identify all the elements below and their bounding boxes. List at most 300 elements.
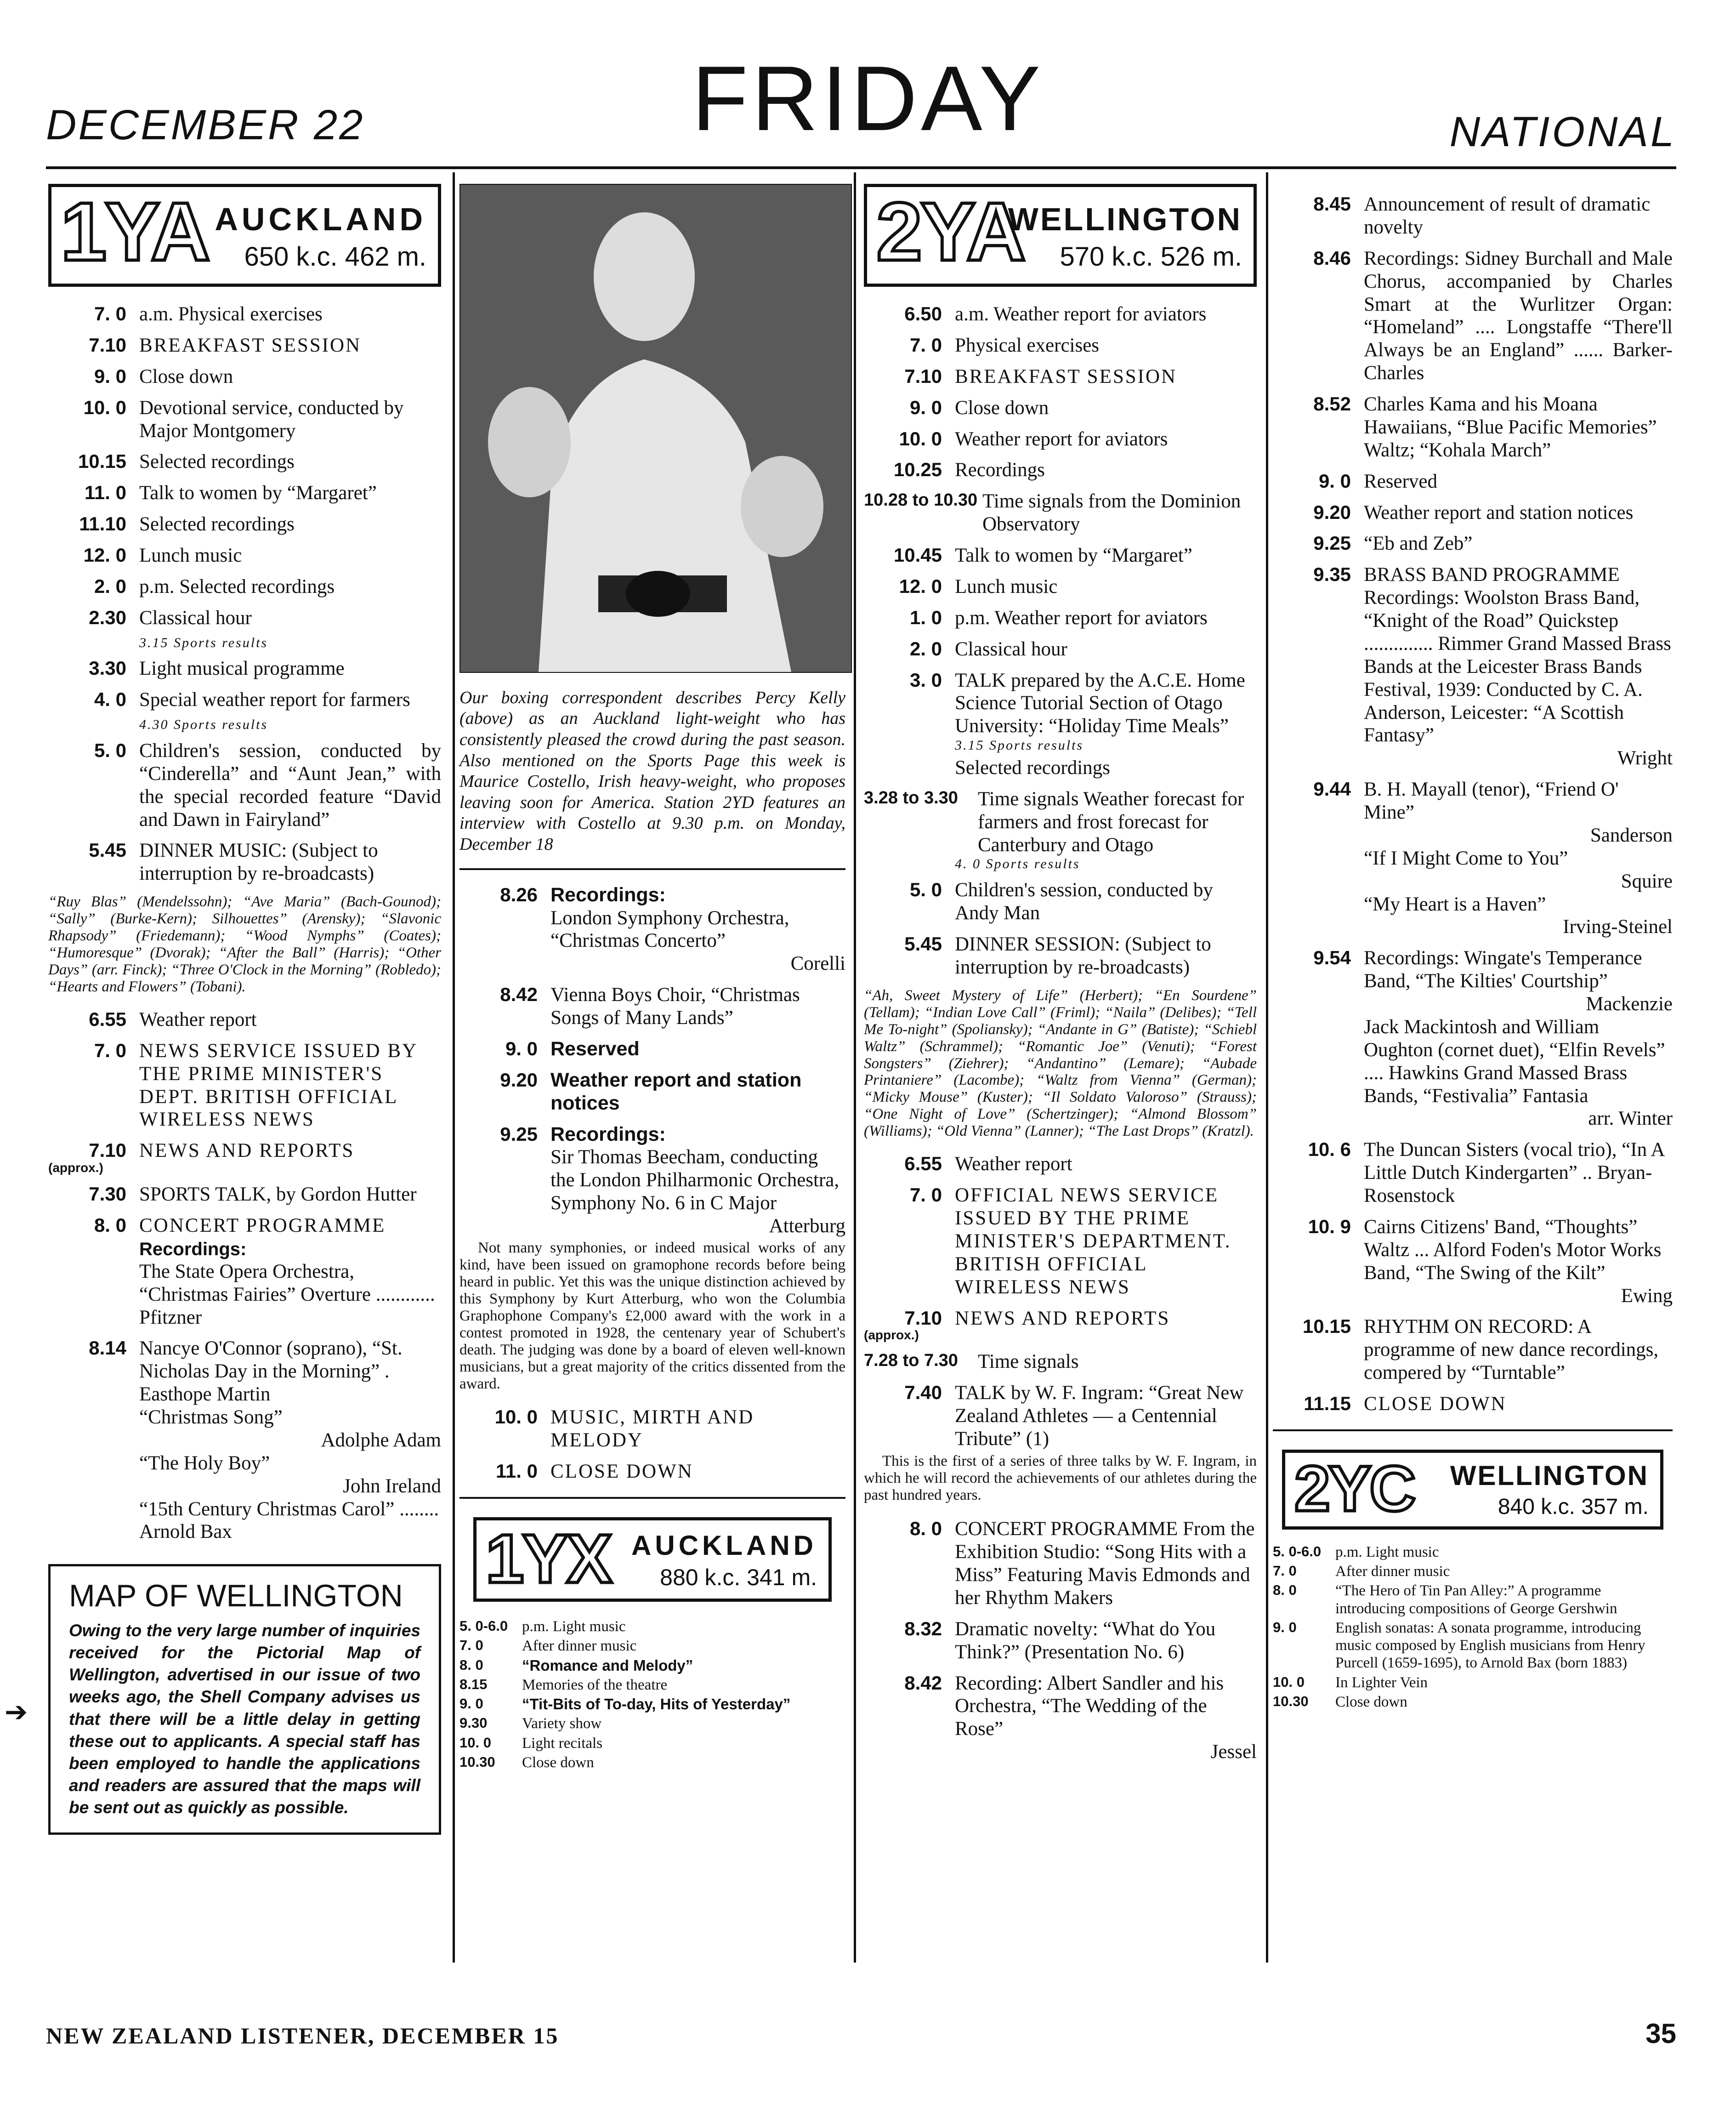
page-number: 35 xyxy=(1645,2018,1676,2049)
programme-time: 10.25 xyxy=(893,459,942,481)
programme-time: 10.30 xyxy=(1273,1693,1309,1709)
programme-description: Nancye O'Connor (soprano), “St. Nicholas Day in the Morning” . Easthope Martin xyxy=(139,1337,403,1405)
recording-description: Jack Mackintosh and William Oughton (cornet duet), “Elfin Revels” .... Hawkins Grand Massed Brass Bands, “Festivalia” Fantasia xyxy=(1364,1016,1665,1107)
programme-item xyxy=(1273,947,1673,993)
margin-arrow-icon: ➔ xyxy=(5,1697,28,1727)
programme-item xyxy=(460,1696,845,1713)
programme-time: 8.26 xyxy=(500,883,538,905)
programme-item xyxy=(1273,1563,1673,1580)
programme-item xyxy=(1273,1393,1673,1416)
programme-item xyxy=(864,1518,1257,1610)
programme-time: 3.28 to 3.30 xyxy=(864,788,958,808)
station-header-2yc xyxy=(1282,1450,1663,1530)
header-date: DECEMBER 22 xyxy=(46,102,365,148)
programme-description: B. H. Mayall (tenor), “Friend O' Mine” xyxy=(1364,779,1619,823)
programme-description: Talk to women by “Margaret” xyxy=(139,482,377,504)
programme-item xyxy=(1273,563,1673,747)
programme-time: 7. 0 xyxy=(94,303,126,324)
approx-note: (approx.) xyxy=(864,1328,919,1343)
programme-description: p.m. Light music xyxy=(1335,1543,1439,1560)
programme-item xyxy=(460,1460,845,1483)
programme-time: 8. 0 xyxy=(460,1656,483,1673)
programme-description: Classical hour xyxy=(955,638,1067,660)
programme-description: Talk to women by “Margaret” xyxy=(955,545,1192,566)
boxer-photo xyxy=(460,184,852,673)
column-2ya-continued xyxy=(1273,193,1673,1713)
programme-description: MUSIC, MIRTH AND MELODY xyxy=(550,1406,755,1451)
programme-time: 5. 0-6.0 xyxy=(1273,1543,1322,1559)
programme-time: 12. 0 xyxy=(83,544,126,566)
programme-time: 1. 0 xyxy=(909,606,942,628)
programme-description: Devotional service, conducted by Major Montgomery xyxy=(139,397,404,442)
programme-time: 7. 0 xyxy=(94,1039,126,1061)
programme-item xyxy=(1273,470,1673,493)
programme-time: 10.15 xyxy=(78,450,126,472)
programme-item xyxy=(460,984,845,1030)
station-frequency: 650 k.c. 462 m. xyxy=(244,242,426,272)
song-composer: Adolphe Adam xyxy=(321,1429,441,1451)
approx-note: (approx.) xyxy=(48,1161,103,1175)
programme-time: 12. 0 xyxy=(899,575,942,597)
programme-description: Charles Kama and his Moana Hawaiians, “Blue Pacific Memories” Waltz; “Kohala March” xyxy=(1364,393,1657,461)
recording-composer: Squire xyxy=(1621,870,1673,892)
programme-description: CONCERT PROGRAMME xyxy=(139,1214,386,1236)
programme-item xyxy=(48,839,441,885)
recording-composer: Atterburg xyxy=(769,1215,845,1237)
header-network: NATIONAL xyxy=(1449,108,1676,155)
programme-item xyxy=(864,365,1257,388)
recording-composer: Sanderson xyxy=(1590,824,1673,846)
programme-time: 7.30 xyxy=(89,1183,126,1205)
programme-description: OFFICIAL NEWS SERVICE ISSUED BY THE PRIME MINISTER'S DEPARTMENT. BRITISH OFFICIAL WIRELESS NEWS xyxy=(955,1184,1231,1298)
programme-description: Cairns Citizens' Band, “Thoughts” Waltz ... Alford Foden's Motor Works Band, “The Swing of the Kilt” xyxy=(1364,1216,1662,1284)
programme-item xyxy=(864,1672,1257,1741)
programme-time: 3. 0 xyxy=(909,669,942,691)
programme-description: CONCERT PROGRAMME From the Exhibition Studio: “Song Hits with a Miss” Featuring Mavis Edmonds and her Rhythm Makers xyxy=(955,1518,1255,1609)
programme-description: SPORTS TALK, by Gordon Hutter xyxy=(139,1183,417,1205)
talk-note: This is the first of a series of three talks by W. F. Ingram, in which he will record the achievements of our athletes during the past hundred years. xyxy=(864,1453,1257,1504)
programme-time: 11. 0 xyxy=(495,1460,538,1482)
selected-recordings: Selected recordings xyxy=(955,757,1110,779)
programme-item xyxy=(48,575,441,598)
programme-item xyxy=(48,1183,441,1206)
programme-description: Special weather report for farmers xyxy=(139,689,410,711)
programme-time: 11.10 xyxy=(79,513,126,535)
programme-description: Announcement of result of dramatic novelty xyxy=(1364,193,1651,238)
programme-description: Recordings xyxy=(955,459,1045,481)
programme-item xyxy=(864,933,1257,979)
programme-time: 11. 0 xyxy=(84,482,126,504)
programme-description: Children's session, conducted by “Cinderella” and “Aunt Jean,” with the special recorded feature “David and Dawn in Fairyland” xyxy=(139,740,441,831)
programme-time: 8.32 xyxy=(904,1617,942,1639)
programme-description: p.m. Selected recordings xyxy=(139,575,335,597)
song-title: “My Heart is a Haven” xyxy=(1364,893,1546,915)
programme-time: 10. 0 xyxy=(83,396,126,418)
programme-item xyxy=(864,607,1257,630)
programme-description: Weather report xyxy=(955,1153,1072,1175)
station-callsign: 2YA xyxy=(876,186,1024,278)
programme-item xyxy=(864,428,1257,451)
programme-item xyxy=(1273,1619,1673,1672)
station-city: AUCKLAND xyxy=(215,201,426,237)
programme-description: Classical hour xyxy=(139,607,252,629)
programme-item xyxy=(864,638,1257,661)
programme-description: NEWS AND REPORTS xyxy=(139,1140,355,1162)
programme-description: Light musical programme xyxy=(139,658,345,680)
programme-time: 10. 6 xyxy=(1308,1138,1351,1161)
programme-description: Weather report for aviators xyxy=(955,428,1168,450)
concert-description: The State Opera Orchestra, “Christmas Fairies” Overture ............ Pfitzner xyxy=(139,1260,435,1328)
map-text: Owing to the very large number of inquiries received for the Pictorial Map of Wellington, advertised in our issue of two weeks ago, the Shell Company advises us that there will be a little delay in getting these out to applicants. A special staff has been employed to handle the applications and readers are assured that the maps will be sent out as quickly as possible. xyxy=(69,1621,420,1817)
programme-description: Selected recordings xyxy=(139,451,295,473)
programme-item xyxy=(460,1038,845,1061)
programme-description: p.m. Light music xyxy=(522,1618,626,1635)
programme-description: Time signals Weather forecast for farmers and frost forecast for Canterbury and Otago xyxy=(978,788,1244,856)
programme-time: 9. 0 xyxy=(1273,1619,1297,1635)
programme-item xyxy=(460,1618,845,1635)
programme-description: Recordings: xyxy=(550,883,666,906)
programme-item xyxy=(864,1618,1257,1664)
programme-description: Reserved xyxy=(550,1037,640,1060)
programme-description: Time signals xyxy=(978,1350,1079,1372)
programme-item xyxy=(48,1139,441,1162)
programme-time: 7. 0 xyxy=(460,1637,483,1654)
station-city: WELLINGTON xyxy=(1008,201,1242,237)
programme-time: 6.50 xyxy=(904,303,942,324)
programme-item xyxy=(48,1040,441,1132)
programme-time: 3.30 xyxy=(89,657,126,679)
recording-composer: Jessel xyxy=(1210,1741,1257,1763)
programme-item xyxy=(460,884,845,907)
recording-composer: arr. Winter xyxy=(1588,1108,1673,1130)
programme-item xyxy=(864,459,1257,482)
station-header-1ya xyxy=(48,184,441,287)
programme-item xyxy=(1273,1543,1673,1561)
programme-time: 2. 0 xyxy=(909,637,942,660)
programme-time: 9. 0 xyxy=(909,396,942,418)
programme-time: 7.28 to 7.30 xyxy=(864,1350,958,1370)
programme-time: 5.45 xyxy=(904,933,942,955)
song-title: “If I Might Come to You” xyxy=(1364,847,1568,869)
programme-item xyxy=(460,1715,845,1732)
programme-description: DINNER SESSION: (Subject to interruption by re-broadcasts) xyxy=(955,933,1211,978)
station-callsign: 1YA xyxy=(61,186,209,278)
programme-time: 9.25 xyxy=(1313,532,1351,554)
map-title: MAP OF WELLINGTON xyxy=(69,1578,403,1614)
programme-description: After dinner music xyxy=(522,1638,637,1655)
station-city: WELLINGTON xyxy=(1450,1460,1649,1491)
header-day: FRIDAY xyxy=(692,47,1044,150)
programme-description: “Romance and Melody” xyxy=(522,1656,693,1674)
programme-description: Weather report and station notices xyxy=(550,1069,802,1114)
programme-time: 9. 0 xyxy=(505,1037,538,1059)
programme-time: 10. 0 xyxy=(460,1734,491,1751)
programme-time: 7. 0 xyxy=(909,334,942,356)
station-frequency: 570 k.c. 526 m. xyxy=(1060,242,1242,272)
programme-description: NEWS AND REPORTS xyxy=(955,1307,1170,1329)
programme-time: 7.10 xyxy=(904,1307,942,1329)
programme-item xyxy=(48,657,441,680)
programme-item xyxy=(864,1184,1257,1298)
sports-results-note: 4. 0 Sports results xyxy=(955,856,1080,872)
song-title: “Christmas Song” xyxy=(139,1406,283,1428)
programme-item xyxy=(48,482,441,505)
2yc-schedule xyxy=(1273,1543,1673,1711)
programme-description: Recordings: Sidney Burchall and Male Chorus, accompanied by Charles Smart at the Wurlitzer Organ: “Homeland” .... Longstaffe “There'll Always be an England” ...... Barker-Charles xyxy=(1364,247,1673,384)
programme-description: a.m. Physical exercises xyxy=(139,303,323,325)
programme-time: 8.14 xyxy=(89,1337,126,1359)
programme-description: “Tit-Bits of To-day, Hits of Yesterday” xyxy=(522,1696,791,1713)
programme-time: 10.28 to 10.30 xyxy=(864,490,978,510)
programme-time: 10. 0 xyxy=(899,427,942,449)
programme-time: 10.30 xyxy=(460,1753,495,1770)
programme-description: “Eb and Zeb” xyxy=(1364,533,1473,555)
recording-composer: Irving-Steinel xyxy=(1563,916,1673,938)
programme-item xyxy=(1273,778,1673,824)
divider xyxy=(460,1497,845,1499)
programme-time: 9.54 xyxy=(1313,947,1351,969)
station-city: AUCKLAND xyxy=(631,1530,817,1561)
programme-time: 8.15 xyxy=(460,1676,488,1692)
programme-description: NEWS SERVICE ISSUED BY THE PRIME MINISTER'S DEPT. BRITISH OFFICIAL WIRELESS NEWS xyxy=(139,1040,417,1131)
song-composer: John Ireland xyxy=(343,1475,441,1497)
programme-time: 4. 0 xyxy=(94,688,126,711)
station-frequency: 880 k.c. 341 m. xyxy=(660,1565,817,1591)
programme-item xyxy=(1273,1315,1673,1384)
programme-description: a.m. Weather report for aviators xyxy=(955,303,1207,325)
programme-item xyxy=(48,1337,441,1406)
programme-description: Light recitals xyxy=(522,1735,603,1752)
column-divider xyxy=(854,172,856,1963)
programme-description: In Lighter Vein xyxy=(1335,1674,1428,1691)
programme-description: Lunch music xyxy=(139,545,242,566)
top-rule xyxy=(46,166,1676,169)
programme-description: Vienna Boys Choir, “Christmas Songs of Many Lands” xyxy=(550,984,800,1029)
programme-time: 8.46 xyxy=(1313,247,1351,269)
programme-time: 5.45 xyxy=(89,839,126,861)
programme-time: 9. 0 xyxy=(94,365,126,387)
programme-description: Dramatic novelty: “What do You Think?” (Presentation No. 6) xyxy=(955,1618,1216,1663)
programme-description: Children's session, conducted by Andy Man xyxy=(955,879,1213,924)
programme-item xyxy=(48,365,441,388)
programme-description: Variety show xyxy=(522,1715,602,1732)
programme-time: 7.40 xyxy=(904,1381,942,1403)
programme-time: 8. 0 xyxy=(1273,1582,1297,1599)
programme-description: Weather report xyxy=(139,1008,257,1030)
programme-time: 9. 0 xyxy=(1318,470,1351,492)
programme-time: 9.20 xyxy=(1313,501,1351,523)
programme-item xyxy=(864,879,1257,925)
station-frequency: 840 k.c. 357 m. xyxy=(1498,1494,1649,1519)
column-divider xyxy=(453,172,455,1963)
concert-recordings-label: Recordings: xyxy=(139,1239,247,1260)
programme-description: CLOSE DOWN xyxy=(550,1461,693,1483)
programme-time: 8.45 xyxy=(1313,193,1351,215)
programme-item xyxy=(1273,1216,1673,1285)
programme-item xyxy=(460,1657,845,1674)
dinner-music-list: “Ah, Sweet Mystery of Life” (Herbert); “En Sourdene” (Tellam); “Indian Love Call” (Friml); “Naila” (Delibes); “Tell Me To-night” (Spoliansky); “Andante in G” (Batiste); “Schiebl Waltz” (Schrammel); “Romantic Joe” (Venuti); “Forest Songsters” (Ziehrer); “Andantino” (Lemare); “Aubade Printaniere” (Lacombe); “Waltz from Vienna” (German); “Micky Mouse” (Kuster); “Il Soldato Valoroso” (Strauss); “One Night of Love” (Schertzinger); “Almond Blossom” (Williams); “Old Vienna” (Lanner); “The Last Drops” (Kratzl). xyxy=(864,987,1257,1140)
programme-item xyxy=(1273,393,1673,462)
programme-item xyxy=(48,740,441,831)
programme-item xyxy=(864,1307,1257,1330)
programme-time: 10. 0 xyxy=(494,1406,538,1428)
programme-description: p.m. Weather report for aviators xyxy=(955,607,1208,629)
song-title: “The Holy Boy” xyxy=(139,1452,270,1474)
divider xyxy=(1273,1429,1673,1431)
programme-description: Memories of the theatre xyxy=(522,1676,668,1693)
programme-time: 9.35 xyxy=(1313,563,1351,586)
recording-composer: Corelli xyxy=(790,953,845,975)
map-of-wellington-notice xyxy=(48,1564,441,1835)
programme-item xyxy=(1273,1693,1673,1711)
programme-item xyxy=(48,397,441,443)
column-divider xyxy=(1266,172,1268,1963)
station-callsign: 2YC xyxy=(1294,1452,1414,1525)
programme-description: Lunch music xyxy=(955,575,1058,597)
column-middle xyxy=(460,184,845,1773)
programme-item xyxy=(1273,1582,1673,1617)
programme-item xyxy=(48,334,441,357)
programme-time: 8. 0 xyxy=(909,1518,942,1540)
divider xyxy=(460,868,845,870)
programme-description: The Duncan Sisters (vocal trio), “In A Little Dutch Kindergarten” .. Bryan-Rosenstock xyxy=(1364,1139,1664,1206)
1yx-schedule xyxy=(460,1618,845,1771)
programme-item xyxy=(864,575,1257,598)
programme-time: 2.30 xyxy=(89,606,126,628)
column-1ya xyxy=(48,184,441,1835)
programme-item xyxy=(1273,1674,1673,1691)
programme-description: Selected recordings xyxy=(139,513,295,535)
programme-item xyxy=(48,1008,441,1031)
programme-time: 10.15 xyxy=(1302,1315,1351,1337)
station-callsign: 1YX xyxy=(486,1520,611,1598)
programme-item xyxy=(864,669,1257,738)
recording-composer: Wright xyxy=(1617,747,1673,769)
programme-item xyxy=(864,490,1257,536)
programme-time: 10. 9 xyxy=(1308,1215,1351,1237)
programme-item xyxy=(48,303,441,326)
programme-time: 8. 0 xyxy=(94,1214,126,1236)
programme-item xyxy=(864,334,1257,357)
recording-composer: Mackenzie xyxy=(1586,993,1673,1015)
dinner-music-list: “Ruy Blas” (Mendelssohn); “Ave Maria” (Bach-Gounod); “Sally” (Burke-Kern); Silhouettes” (Arensky); “Slavonic Rhapsody” (Friedemann); “Wood Nymphs” (Coates); “Humoresque” (Dvorak); “After the Ball” (Harris); “Other Days” (arr. Finck); “Three O'Clock in the Morning” (Robledo); “Hearts and Flowers” (Tobani). xyxy=(48,893,441,995)
station-header-2ya xyxy=(864,184,1257,287)
programme-item xyxy=(864,397,1257,420)
programme-time: 9. 0 xyxy=(460,1696,483,1712)
programme-item xyxy=(460,1406,845,1452)
programme-time: 7.10 xyxy=(904,365,942,387)
programme-time: 6.55 xyxy=(89,1008,126,1030)
programme-time: 10. 0 xyxy=(1273,1673,1305,1690)
programme-description: English sonatas: A sonata programme, introducing music composed by English musicians from Henry Purcell (1659-1695), to Arnold Bax (born 1883) xyxy=(1335,1619,1645,1672)
programme-item xyxy=(460,1754,845,1771)
programme-description: TALK prepared by the A.C.E. Home Science Tutorial Section of Otago University: “Holiday Time Meals” xyxy=(955,669,1245,737)
programme-description: RHYTHM ON RECORD: A programme of new dance recordings, compered by “Turntable” xyxy=(1364,1316,1659,1384)
programme-description: Close down xyxy=(139,365,233,387)
programme-item xyxy=(1273,1138,1673,1207)
programme-item xyxy=(1273,193,1673,239)
programme-description: “The Hero of Tin Pan Alley:” A programme introducing compositions of George Gershwin xyxy=(1335,1582,1617,1617)
programme-item xyxy=(864,1382,1257,1451)
programme-item xyxy=(460,1735,845,1752)
programme-description: After dinner music xyxy=(1335,1563,1450,1580)
sports-results-note: 3.15 Sports results xyxy=(955,738,1084,753)
programme-description: Reserved xyxy=(1364,470,1437,492)
programme-time: 7.10 xyxy=(89,334,126,356)
programme-time: 11.15 xyxy=(1304,1393,1351,1414)
programme-description: BREAKFAST SESSION xyxy=(955,365,1177,387)
programme-item xyxy=(460,1637,845,1655)
footer-publication: NEW ZEALAND LISTENER, DECEMBER 15 xyxy=(46,2023,559,2048)
sports-results-note: 4.30 Sports results xyxy=(139,717,268,733)
programme-item xyxy=(460,1676,845,1694)
programme-time: 7. 0 xyxy=(1273,1563,1297,1579)
station-header-1yx xyxy=(473,1517,832,1602)
programme-item xyxy=(460,1123,845,1146)
sports-results-note: 3.15 Sports results xyxy=(139,635,268,650)
programme-item xyxy=(864,788,1257,857)
song-title: “15th Century Christmas Carol” ........ Arnold Bax xyxy=(139,1498,439,1543)
programme-description: Time signals from the Dominion Observatory xyxy=(982,490,1241,535)
programme-description: Recordings: xyxy=(550,1123,666,1145)
programme-time: 7. 0 xyxy=(909,1184,942,1206)
recording-description: London Symphony Orchestra, “Christmas Concerto” xyxy=(550,907,789,952)
programme-item xyxy=(1273,501,1673,524)
programme-time: 2. 0 xyxy=(94,575,126,597)
programme-description: Physical exercises xyxy=(955,334,1100,356)
programme-item xyxy=(1273,247,1673,385)
programme-item xyxy=(864,303,1257,326)
programme-item xyxy=(48,607,441,630)
programme-item xyxy=(48,450,441,473)
programme-time: 7.10 xyxy=(89,1139,126,1161)
programme-item xyxy=(1273,532,1673,555)
programme-description: DINNER MUSIC: (Subject to interruption by re-broadcasts) xyxy=(139,840,378,885)
recording-composer: Ewing xyxy=(1621,1285,1673,1307)
programme-time: 6.55 xyxy=(904,1153,942,1175)
programme-description: BRASS BAND PROGRAMME Recordings: Woolston Brass Band, “Knight of the Road” Quickstep .............. Rimmer Grand Massed Brass Bands at the Leicester Brass Bands Festival, 1939: Conducted by C. A. Anderson, Leicester: “A Scottish Fantasy” xyxy=(1364,564,1671,746)
programme-item xyxy=(864,1153,1257,1176)
programme-time: 5. 0 xyxy=(94,739,126,761)
programme-time: 10.45 xyxy=(893,544,942,566)
programme-item xyxy=(864,544,1257,567)
symphony-note: Not many symphonies, or indeed musical works of any kind, have been issued on gramophone records before being heard in public. Yet this was the unique distinction achieved by this Symphony by Kurt Atterburg, who won the Columbia Graphophone Company's £2,000 award with the work in a contest promoted in 1928, the centenary year of Schubert's death. The judging was done by a board of eleven well-known musicians, but a great majority of the critics dissented from the award. xyxy=(460,1239,845,1392)
programme-description: BREAKFAST SESSION xyxy=(139,334,362,356)
programme-description: TALK by W. F. Ingram: “Great New Zealand Athletes — a Centennial Tribute” (1) xyxy=(955,1382,1244,1450)
programme-time: 9.44 xyxy=(1313,778,1351,800)
programme-description: CLOSE DOWN xyxy=(1364,1393,1507,1415)
programme-time: 9.30 xyxy=(460,1715,488,1731)
programme-time: 8.52 xyxy=(1313,393,1351,415)
column-2ya xyxy=(864,184,1257,1764)
programme-time: 8.42 xyxy=(500,984,538,1006)
programme-description: Recording: Albert Sandler and his Orchestra, “The Wedding of the Rose” xyxy=(955,1672,1224,1740)
recording-description: Sir Thomas Beecham, conducting the London Philharmonic Orchestra, Symphony No. 6 in C Major xyxy=(550,1146,840,1214)
programme-time: 9.25 xyxy=(500,1123,538,1145)
programme-item xyxy=(48,1214,441,1237)
programme-time: 8.42 xyxy=(904,1672,942,1694)
programme-time: 5. 0 xyxy=(909,879,942,901)
programme-description: Close down xyxy=(1335,1694,1407,1710)
programme-description: Close down xyxy=(522,1754,594,1771)
programme-item xyxy=(48,544,441,567)
programme-description: Recordings: Wingate's Temperance Band, “The Kilties' Courtship” xyxy=(1364,947,1642,992)
photo-caption: Our boxing correspondent describes Percy Kelly (above) as an Auckland light-weight who has consistently pleased the crowd during the past season. Also mentioned on the Sports Page this week is Maurice Costello, Irish heavy-weight, who proposes leaving soon for America. Station 2YD features an interview with Costello at 9.30 p.m. on Monday, December 18 xyxy=(460,688,845,854)
programme-description: Weather report and station notices xyxy=(1364,501,1634,523)
programme-item xyxy=(460,1069,845,1115)
programme-description: Close down xyxy=(955,397,1049,419)
programme-item xyxy=(864,1350,1257,1373)
